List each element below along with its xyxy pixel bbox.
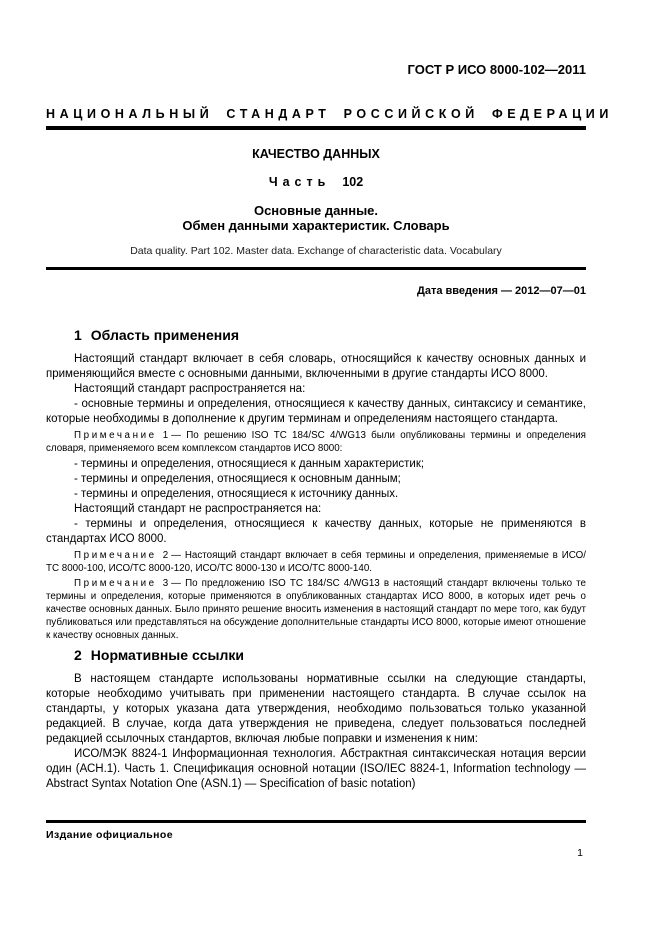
standard-code: ГОСТ Р ИСО 8000-102—2011	[407, 62, 586, 77]
part-number: 102	[342, 175, 364, 189]
section-2-heading	[46, 647, 586, 663]
title-block-rule	[46, 267, 586, 270]
title-english: Data quality. Part 102. Master data. Exchange of characteristic data. Vocabulary	[130, 245, 502, 257]
official-edition-note: Издание официальное	[46, 829, 173, 841]
note-3-text: — По предложению ISO ТС 184/SC 4/WG13 в настоящий стандарт включены только те термины и определения, которые применяются в опубликованных стандартах ИСО 8000, в которых идет речь о качестве основных данных. Было принято решение вносить изменения в настоящий стандарт по мере того, как будут публиковаться или представляться на обсуждение дополнительные стандарты ИСО 8000, которые имеют отношение к качеству основных данных.	[46, 578, 586, 641]
section-2-number: 2	[74, 647, 82, 663]
list-item: - термины и определения, относящиеся к основным данным;	[74, 473, 401, 485]
note-1-text: — По решению ISO ТС 184/SC 4/WG13 были опубликованы термины и определения словаря, применяемого всем комплексом стандартов ИСО 8000:	[46, 430, 586, 454]
title-russian	[46, 203, 586, 233]
page-content	[46, 0, 613, 792]
note-3-label: Примечание	[74, 578, 157, 589]
section-1-number: 1	[74, 327, 82, 343]
note-2-label: Примечание	[74, 550, 157, 561]
section-1-heading	[46, 327, 586, 343]
list-item: - термины и определения, относящиеся к источнику данных.	[74, 488, 399, 500]
standard-subject: КАЧЕСТВО ДАННЫХ	[252, 147, 380, 161]
page-number: 1	[577, 847, 583, 859]
footer-rule	[46, 820, 586, 823]
federation-standard-header: НАЦИОНАЛЬНЫЙ СТАНДАРТ РОССИЙСКОЙ ФЕДЕРАЦИИ	[46, 107, 613, 121]
part-label: Часть	[268, 175, 331, 189]
note-1-label: Примечание	[74, 430, 157, 441]
list-item: - термины и определения, относящиеся к качеству данных, которые не применяются в стандартах ИСО 8000.	[46, 518, 586, 545]
note-2-text: — Настоящий стандарт включает в себя термины и определения, применяемые в ИСО/ТС 8000-100, ИСО/ТС 8000-120, ИСО/ТС 8000-130 и ИСО/ТС 8000-140.	[46, 550, 586, 574]
paragraph: ИСО/МЭК 8824-1 Информационная технология. Абстрактная синтаксическая нотация версии один (АСН.1). Часть 1. Спецификация основной нотации (ISO/IEC 8824-1, Information technology — Abstract Syntax Notation One (ASN.1) — Specification of basic notation)	[46, 748, 586, 790]
list-item: - термины и определения, относящиеся к данным характеристик;	[74, 458, 425, 470]
paragraph: Настоящий стандарт не распространяется на:	[74, 503, 322, 515]
effective-date: Дата введения — 2012—07—01	[417, 285, 586, 297]
part-line	[46, 175, 586, 190]
list-item: - основные термины и определения, относящиеся к качеству данных, синтаксису и семантике, которые необходимы в дополнение к другим терминам и определениям настоящего стандарта.	[46, 398, 586, 425]
note-2-number: 2	[162, 550, 169, 561]
title-russian-line1: Основные данные.	[253, 203, 379, 218]
header-rule	[46, 126, 586, 130]
section-1-title: Область применения	[90, 327, 240, 343]
paragraph: Настоящий стандарт распространяется на:	[74, 383, 306, 395]
note-1	[46, 429, 586, 455]
note-3-number: 3	[162, 578, 169, 589]
note-3	[46, 577, 586, 642]
note-1-number: 1	[162, 430, 169, 441]
paragraph: В настоящем стандарте использованы нормативные ссылки на следующие стандарты, которые необходимо учитывать при применении настоящего стандарта. В случае ссылок на стандарты, у которых указана дата утверждения, необходимо пользоваться только указанной редакцией. В случае, когда дата утверждения не приведена, следует пользоваться последней редакцией ссылочных стандартов, включая любые поправки и изменения к ним:	[46, 673, 586, 745]
section-2-title: Нормативные ссылки	[90, 647, 244, 663]
paragraph: Настоящий стандарт включает в себя словарь, относящийся к качеству основных данных и применяющийся вместе с основными данными, включенными в другие стандарты ИСО 8000.	[46, 353, 586, 380]
title-russian-line2: Обмен данными характеристик. Словарь	[182, 218, 450, 233]
note-2	[46, 549, 586, 575]
